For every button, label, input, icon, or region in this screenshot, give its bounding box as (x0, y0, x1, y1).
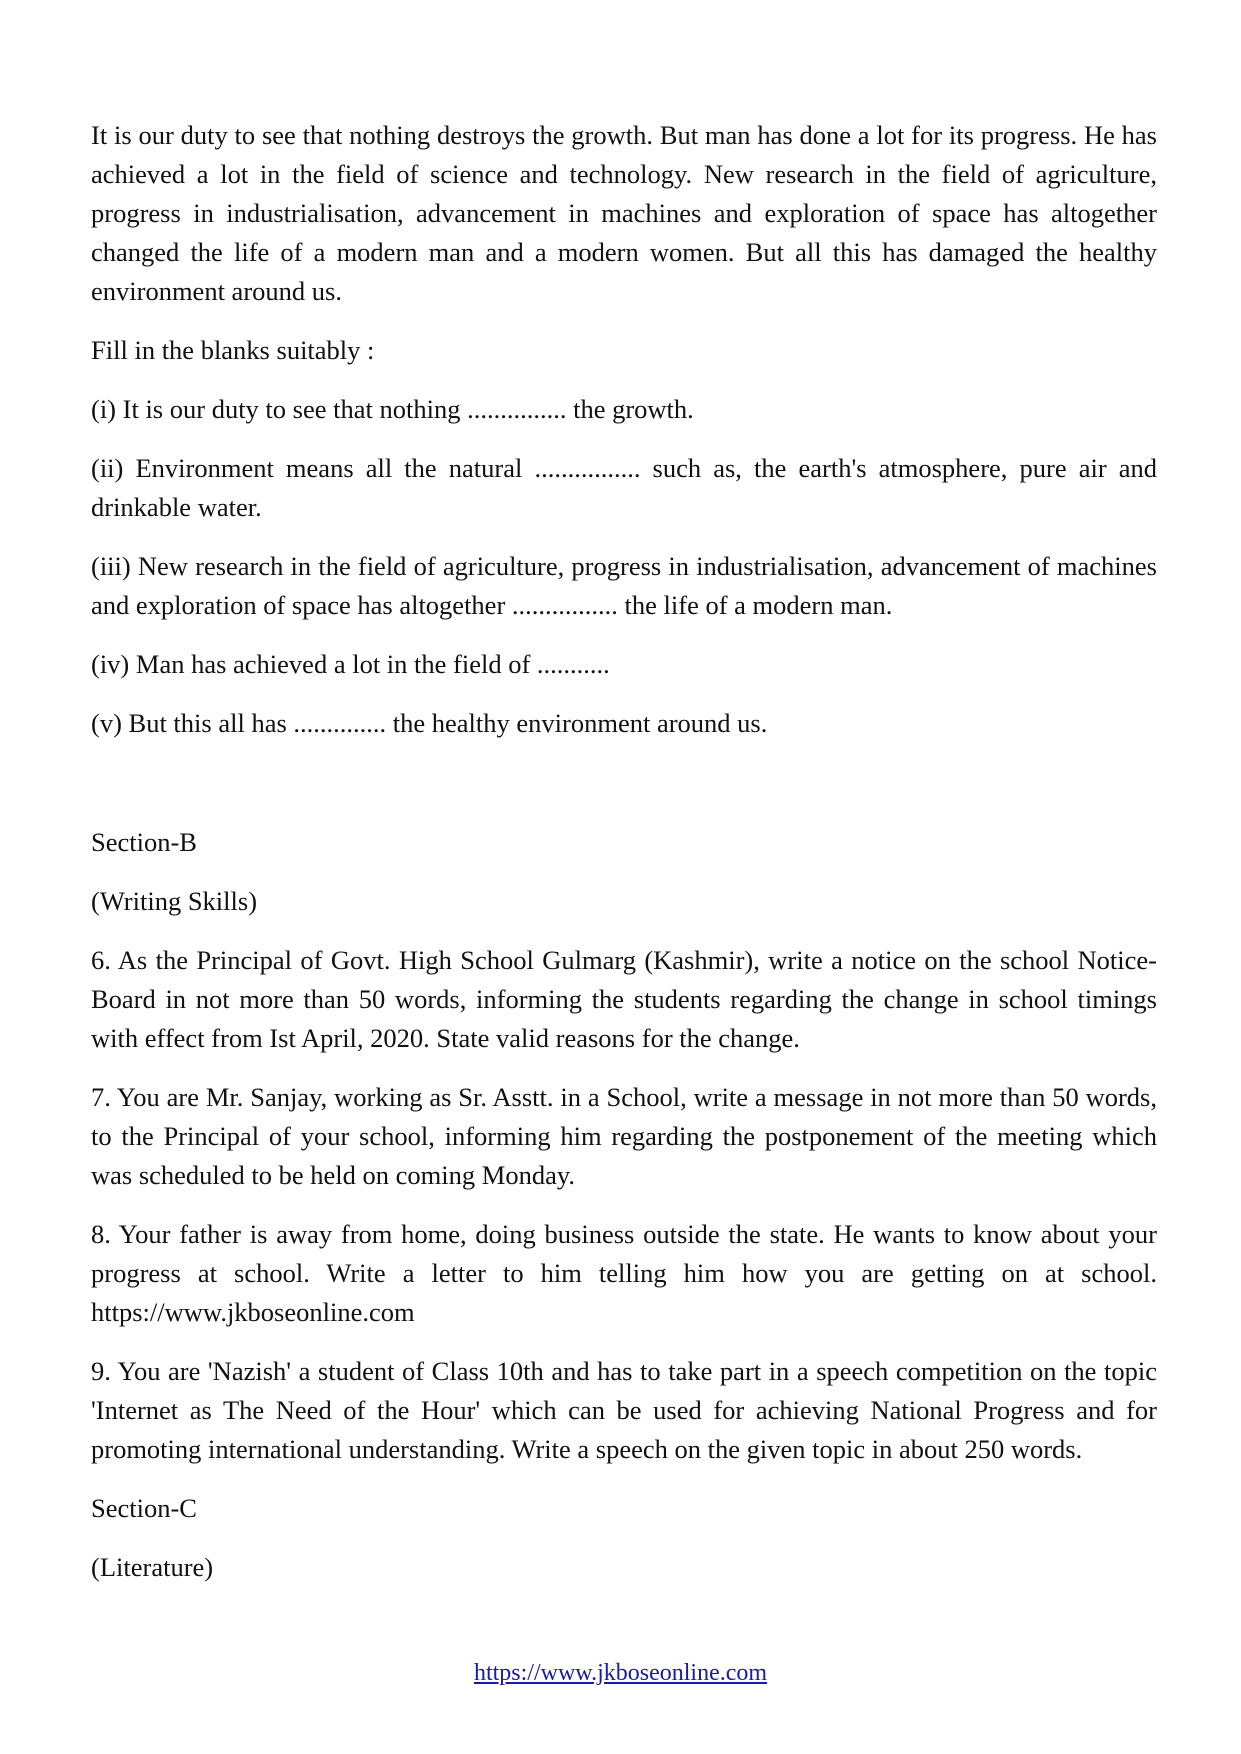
footer (0, 1658, 1241, 1688)
question-8: 8. Your father is away from home, doing business outside the state. He wants to know about your progress at school. Write a letter to him telling him how you are getting on at school. https://www.jkboseonline.com (91, 1219, 1157, 1327)
section-c-subheading: (Literature) (91, 1552, 214, 1582)
document-body (91, 116, 1157, 1607)
fill-blank-item-iv: (iv) Man has achieved a lot in the field of ........... (91, 649, 610, 679)
section-b-subheading: (Writing Skills) (91, 886, 258, 916)
question-9: 9. You are 'Nazish' a student of Class 10th and has to take part in a speech competition on the topic 'Internet as The Need of the Hour' which can be used for achieving National Progress and for promoting international understanding. Write a speech on the given topic in about 250 words. (91, 1356, 1157, 1464)
fill-blank-item-v: (v) But this all has .............. the healthy environment around us. (91, 708, 768, 738)
section-c-heading: Section-C (91, 1493, 197, 1523)
footer-website-link[interactable]: https://www.jkboseonline.com (473, 1660, 768, 1686)
question-7: 7. You are Mr. Sanjay, working as Sr. Asstt. in a School, write a message in not more than 50 words, to the Principal of your school, informing him regarding the postponement of the meeting which was scheduled to be held on coming Monday. (91, 1082, 1157, 1190)
passage-paragraph: It is our duty to see that nothing destroys the growth. But man has done a lot for its progress. He has achieved a lot in the field of science and technology. New research in the field of agriculture, progress in industrialisation, advancement in machines and exploration of space has altogether changed the life of a modern man and a modern women. But all this has damaged the healthy environment around us. (91, 120, 1157, 306)
fill-blanks-instruction: Fill in the blanks suitably : (91, 335, 375, 365)
fill-blank-item-iii: (iii) New research in the field of agriculture, progress in industrialisation, advancement of machines and exploration of space has altogether ................ the life of a modern man. (91, 551, 1157, 620)
fill-blank-item-i: (i) It is our duty to see that nothing ............... the growth. (91, 394, 694, 424)
question-6: 6. As the Principal of Govt. High School Gulmarg (Kashmir), write a notice on the school Notice-Board in not more than 50 words, informing the students regarding the change in school timings with effect from Ist April, 2020. State valid reasons for the change. (91, 945, 1157, 1053)
section-b-heading: Section-B (91, 827, 197, 857)
fill-blank-item-ii: (ii) Environment means all the natural ................ such as, the earth's atmosphere, pure air and drinkable water. (91, 453, 1157, 522)
